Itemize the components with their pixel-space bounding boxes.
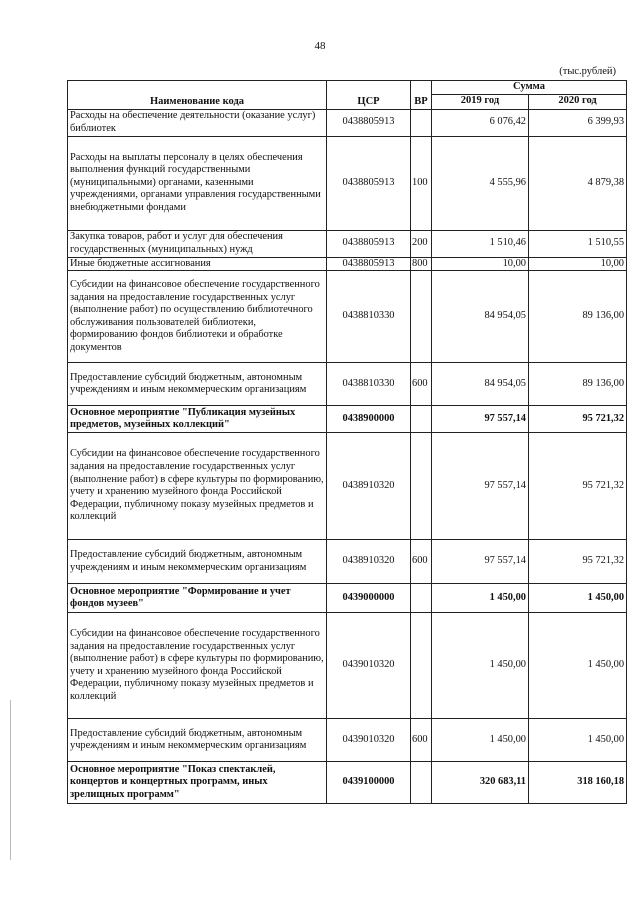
- row-name: Предоставление субсидий бюджетным, автономным учреждениям и иным некоммерческим организациям: [68, 719, 327, 762]
- row-sum-2020: 95 721,32: [529, 406, 627, 433]
- row-name: Субсидии на финансовое обеспечение государственного задания на предоставление государственных услуг (выполнение работ) в сфере культуры по формированию, учету и хранению музейного фонда Российской Федерации, публичному показу музейных предметов и коллекций: [68, 613, 327, 719]
- row-sum-2019: 10,00: [432, 257, 529, 271]
- row-sum-2019: 1 450,00: [432, 613, 529, 719]
- header-csr: ЦСР: [327, 81, 411, 110]
- row-sum-2019: 1 450,00: [432, 719, 529, 762]
- row-csr: 0438910320: [327, 540, 411, 584]
- table-row: [68, 540, 627, 584]
- row-sum-2020: 95 721,32: [529, 540, 627, 584]
- row-sum-2020: 89 136,00: [529, 271, 627, 363]
- row-sum-2019: 320 683,11: [432, 762, 529, 804]
- row-name: Основное мероприятие "Показ спектаклей, концертов и концертных программ, иных зрелищных программ": [68, 762, 327, 804]
- table-row: [68, 271, 627, 363]
- row-name: Иные бюджетные ассигнования: [68, 257, 327, 271]
- page-number: 48: [314, 40, 326, 52]
- row-csr: 0438805913: [327, 109, 411, 136]
- row-vr: [411, 762, 432, 804]
- row-sum-2019: 84 954,05: [432, 271, 529, 363]
- row-csr: 0438900000: [327, 406, 411, 433]
- row-sum-2019: 97 557,14: [432, 433, 529, 540]
- row-sum-2020: 10,00: [529, 257, 627, 271]
- row-csr: 0438805913: [327, 136, 411, 230]
- table-row: [68, 230, 627, 257]
- row-vr: 600: [411, 540, 432, 584]
- row-csr: 0439000000: [327, 584, 411, 613]
- row-sum-2020: 1 450,00: [529, 584, 627, 613]
- header-vr: ВР: [411, 81, 432, 110]
- row-sum-2019: 84 954,05: [432, 363, 529, 406]
- header-2020: 2020 год: [529, 94, 627, 109]
- table-row: [68, 762, 627, 804]
- header-sum: Сумма: [432, 81, 627, 95]
- table-row: [68, 109, 627, 136]
- row-sum-2020: 95 721,32: [529, 433, 627, 540]
- row-name: Предоставление субсидий бюджетным, автономным учреждениям и иным некоммерческим организациям: [68, 363, 327, 406]
- row-csr: 0438910320: [327, 433, 411, 540]
- row-vr: [411, 271, 432, 363]
- table-row: [68, 433, 627, 540]
- header-2019: 2019 год: [432, 94, 529, 109]
- row-csr: 0439010320: [327, 719, 411, 762]
- row-csr: 0438810330: [327, 271, 411, 363]
- budget-table: [67, 80, 627, 804]
- row-vr: [411, 584, 432, 613]
- table-row: [68, 584, 627, 613]
- row-csr: 0439010320: [327, 613, 411, 719]
- row-vr: 600: [411, 363, 432, 406]
- row-vr: [411, 433, 432, 540]
- row-vr: 600: [411, 719, 432, 762]
- row-sum-2020: 4 879,38: [529, 136, 627, 230]
- row-vr: [411, 406, 432, 433]
- units-label: (тыс.рублей): [559, 66, 616, 77]
- row-csr: 0439100000: [327, 762, 411, 804]
- row-vr: [411, 613, 432, 719]
- row-sum-2019: 1 510,46: [432, 230, 529, 257]
- row-vr: [411, 109, 432, 136]
- table-row: [68, 136, 627, 230]
- row-name: Субсидии на финансовое обеспечение государственного задания на предоставление государственных услуг (выполнение работ) в сфере культуры по формированию, учету и хранению музейного фонда Российской Федерации, публичному показу музейных предметов и коллекций: [68, 433, 327, 540]
- row-sum-2020: 1 450,00: [529, 613, 627, 719]
- margin-mark: [10, 700, 11, 860]
- row-name: Основное мероприятие "Формирование и учет фондов музеев": [68, 584, 327, 613]
- row-sum-2020: 89 136,00: [529, 363, 627, 406]
- row-sum-2019: 1 450,00: [432, 584, 529, 613]
- row-csr: 0438805913: [327, 257, 411, 271]
- row-sum-2019: 97 557,14: [432, 540, 529, 584]
- row-vr: 800: [411, 257, 432, 271]
- row-sum-2020: 318 160,18: [529, 762, 627, 804]
- row-csr: 0438805913: [327, 230, 411, 257]
- row-name: Расходы на выплаты персоналу в целях обеспечения выполнения функций государственными (муниципальными) органами, казенными учреждениями, органами управления государственными внебюджетными фондами: [68, 136, 327, 230]
- row-name: Предоставление субсидий бюджетным, автономным учреждениям и иным некоммерческим организациям: [68, 540, 327, 584]
- table-row: [68, 406, 627, 433]
- table-row: [68, 613, 627, 719]
- row-csr: 0438810330: [327, 363, 411, 406]
- row-sum-2020: 1 510,55: [529, 230, 627, 257]
- row-name: Субсидии на финансовое обеспечение государственного задания на предоставление государственных услуг (выполнение работ) по осуществлению библиотечного обслуживания пользователей библиотеки, формированию фондов библиотеки и обработке документов: [68, 271, 327, 363]
- row-name: Основное мероприятие "Публикация музейных предметов, музейных коллекций": [68, 406, 327, 433]
- table-row: [68, 257, 627, 271]
- row-name: Расходы на обеспечение деятельности (оказание услуг) библиотек: [68, 109, 327, 136]
- row-name: Закупка товаров, работ и услуг для обеспечения государственных (муниципальных) нужд: [68, 230, 327, 257]
- row-vr: 200: [411, 230, 432, 257]
- row-sum-2019: 97 557,14: [432, 406, 529, 433]
- row-sum-2019: 6 076,42: [432, 109, 529, 136]
- row-sum-2020: 1 450,00: [529, 719, 627, 762]
- row-sum-2020: 6 399,93: [529, 109, 627, 136]
- row-vr: 100: [411, 136, 432, 230]
- table-row: [68, 363, 627, 406]
- table-row: [68, 719, 627, 762]
- header-name: Наименование кода: [68, 81, 327, 110]
- row-sum-2019: 4 555,96: [432, 136, 529, 230]
